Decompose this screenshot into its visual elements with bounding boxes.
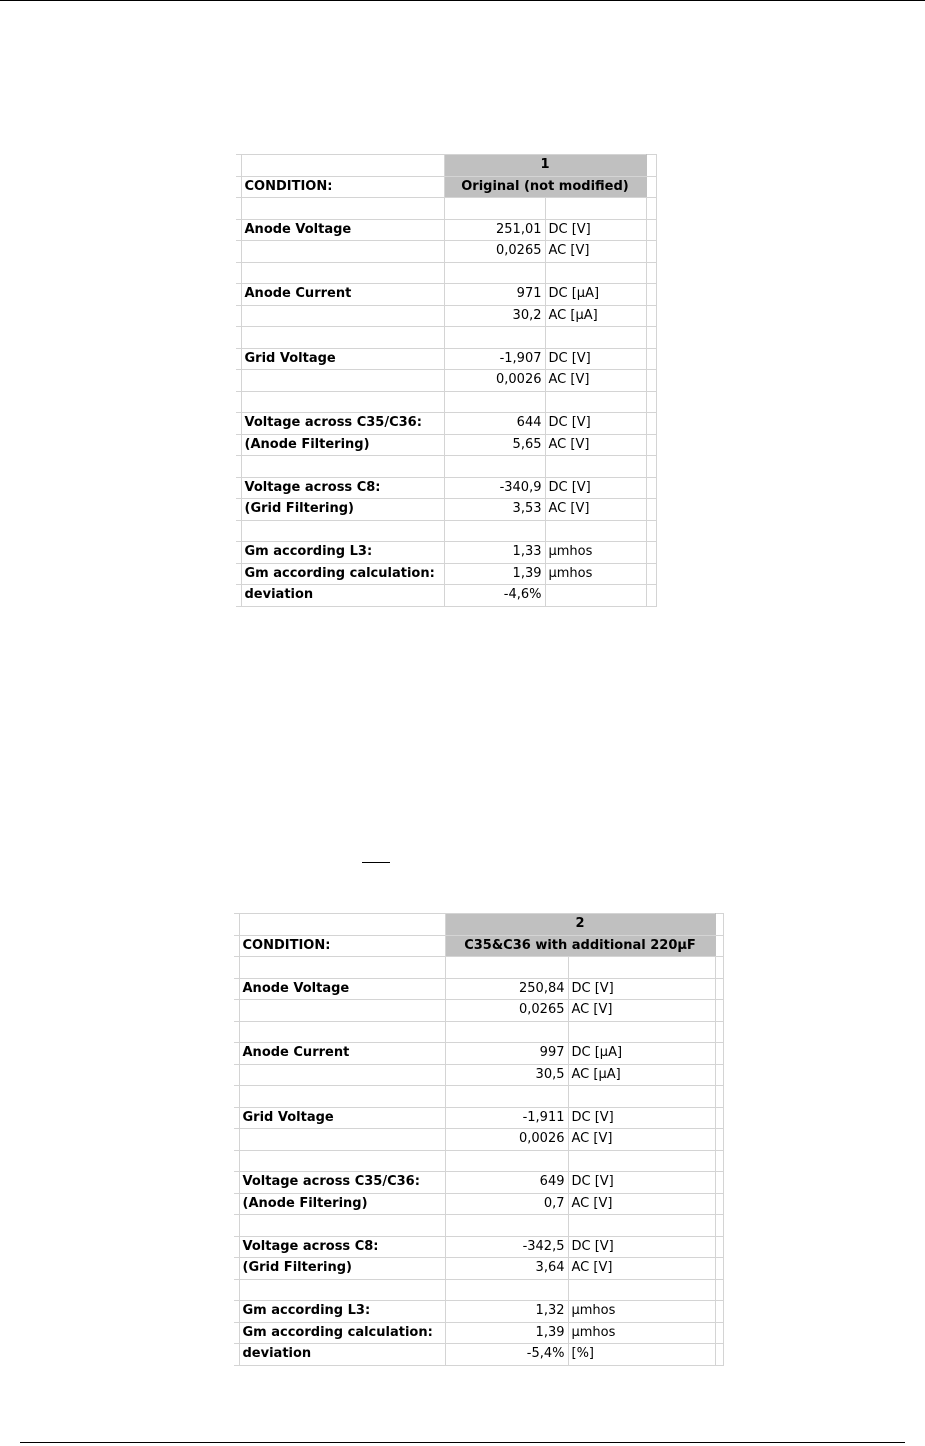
table-row bbox=[234, 935, 723, 957]
table-row bbox=[236, 370, 656, 392]
ac-value: 0,0026 bbox=[444, 370, 545, 392]
table-row bbox=[236, 327, 656, 349]
condition-label: CONDITION: bbox=[241, 176, 444, 198]
row-label: Voltage across C35/C36: bbox=[239, 1172, 445, 1194]
ac-unit: AC [µA] bbox=[568, 1064, 715, 1086]
table-row bbox=[236, 413, 656, 435]
table-row bbox=[234, 914, 723, 936]
row-sublabel: (Anode Filtering) bbox=[241, 434, 444, 456]
dc-unit: DC [V] bbox=[545, 348, 646, 370]
ac-unit: AC [V] bbox=[545, 241, 646, 263]
table-row bbox=[234, 1129, 723, 1151]
table-row bbox=[234, 1107, 723, 1129]
gm-value: 1,33 bbox=[444, 542, 545, 564]
row-label: Voltage across C8: bbox=[239, 1236, 445, 1258]
gm-unit: µmhos bbox=[545, 542, 646, 564]
gm-value: 1,39 bbox=[445, 1322, 568, 1344]
dc-unit: DC [V] bbox=[568, 978, 715, 1000]
table-row bbox=[234, 1086, 723, 1108]
table-row bbox=[236, 542, 656, 564]
ac-value: 3,64 bbox=[445, 1258, 568, 1280]
ac-unit: AC [V] bbox=[545, 499, 646, 521]
dc-value: 649 bbox=[445, 1172, 568, 1194]
table-row bbox=[236, 391, 656, 413]
deviation-unit bbox=[545, 585, 646, 607]
row-label: Gm according L3: bbox=[241, 542, 444, 564]
table-row bbox=[236, 477, 656, 499]
top-rule bbox=[0, 0, 925, 1]
table-row bbox=[236, 563, 656, 585]
row-label: Grid Voltage bbox=[241, 348, 444, 370]
row-sublabel: (Grid Filtering) bbox=[241, 499, 444, 521]
row-sublabel: (Anode Filtering) bbox=[239, 1193, 445, 1215]
ac-value: 0,7 bbox=[445, 1193, 568, 1215]
gm-value: 1,39 bbox=[444, 563, 545, 585]
table-row bbox=[236, 348, 656, 370]
dc-value: -342,5 bbox=[445, 1236, 568, 1258]
row-label: Anode Voltage bbox=[241, 219, 444, 241]
dc-unit: DC [V] bbox=[568, 1107, 715, 1129]
ac-value: 0,0265 bbox=[444, 241, 545, 263]
deviation-value: -5,4% bbox=[445, 1344, 568, 1366]
dc-value: 997 bbox=[445, 1043, 568, 1065]
dc-value: -1,907 bbox=[444, 348, 545, 370]
table-row bbox=[234, 1322, 723, 1344]
table-row bbox=[234, 978, 723, 1000]
deviation-value: -4,6% bbox=[444, 585, 545, 607]
dc-value: 971 bbox=[444, 284, 545, 306]
table-row bbox=[234, 1043, 723, 1065]
measurement-table-1 bbox=[236, 154, 657, 607]
table-row bbox=[236, 241, 656, 263]
ac-value: 30,2 bbox=[444, 305, 545, 327]
ac-value: 0,0265 bbox=[445, 1000, 568, 1022]
table-row bbox=[234, 1021, 723, 1043]
table-row bbox=[234, 1279, 723, 1301]
row-label: Voltage across C35/C36: bbox=[241, 413, 444, 435]
row-label: Voltage across C8: bbox=[241, 477, 444, 499]
dc-value: 644 bbox=[444, 413, 545, 435]
table-row bbox=[234, 1064, 723, 1086]
table-row bbox=[236, 585, 656, 607]
dc-unit: DC [V] bbox=[568, 1236, 715, 1258]
table-row bbox=[236, 499, 656, 521]
table-row bbox=[234, 1301, 723, 1323]
dc-value: 250,84 bbox=[445, 978, 568, 1000]
gm-unit: µmhos bbox=[545, 563, 646, 585]
row-label: deviation bbox=[239, 1344, 445, 1366]
table-row bbox=[234, 1344, 723, 1366]
underline-mark bbox=[362, 862, 390, 863]
table-row bbox=[236, 219, 656, 241]
table-row bbox=[236, 520, 656, 542]
table-row bbox=[234, 1172, 723, 1194]
row-label: Anode Current bbox=[239, 1043, 445, 1065]
table-row bbox=[234, 1150, 723, 1172]
row-label: Grid Voltage bbox=[239, 1107, 445, 1129]
row-label: Gm according L3: bbox=[239, 1301, 445, 1323]
measurement-table-2 bbox=[234, 913, 724, 1366]
dc-value: 251,01 bbox=[444, 219, 545, 241]
dc-unit: DC [µA] bbox=[545, 284, 646, 306]
condition-number: 1 bbox=[444, 155, 646, 177]
ac-unit: AC [µA] bbox=[545, 305, 646, 327]
dc-value: -1,911 bbox=[445, 1107, 568, 1129]
dc-unit: DC [V] bbox=[545, 477, 646, 499]
table-row bbox=[236, 262, 656, 284]
ac-unit: AC [V] bbox=[568, 1193, 715, 1215]
table-row bbox=[236, 155, 656, 177]
table-row bbox=[236, 434, 656, 456]
gm-unit: µmhos bbox=[568, 1301, 715, 1323]
row-label: Anode Current bbox=[241, 284, 444, 306]
dc-unit: DC [V] bbox=[545, 219, 646, 241]
dc-value: -340,9 bbox=[444, 477, 545, 499]
row-label: Gm according calculation: bbox=[239, 1322, 445, 1344]
row-label: Gm according calculation: bbox=[241, 563, 444, 585]
ac-unit: AC [V] bbox=[545, 370, 646, 392]
table-row bbox=[234, 1258, 723, 1280]
ac-unit: AC [V] bbox=[568, 1000, 715, 1022]
dc-unit: DC [µA] bbox=[568, 1043, 715, 1065]
row-label: Anode Voltage bbox=[239, 978, 445, 1000]
table-row bbox=[236, 284, 656, 306]
ac-unit: AC [V] bbox=[568, 1129, 715, 1151]
table-row bbox=[234, 957, 723, 979]
ac-value: 5,65 bbox=[444, 434, 545, 456]
condition-number: 2 bbox=[445, 914, 715, 936]
ac-unit: AC [V] bbox=[545, 434, 646, 456]
gm-unit: µmhos bbox=[568, 1322, 715, 1344]
bottom-rule bbox=[20, 1442, 905, 1443]
table-row bbox=[236, 456, 656, 478]
table-row bbox=[234, 1000, 723, 1022]
condition-value: C35&C36 with additional 220µF bbox=[445, 935, 715, 957]
table-row bbox=[236, 176, 656, 198]
condition-value: Original (not modified) bbox=[444, 176, 646, 198]
dc-unit: DC [V] bbox=[545, 413, 646, 435]
row-label: deviation bbox=[241, 585, 444, 607]
table-row bbox=[234, 1215, 723, 1237]
row-sublabel: (Grid Filtering) bbox=[239, 1258, 445, 1280]
table-row bbox=[236, 305, 656, 327]
ac-unit: AC [V] bbox=[568, 1258, 715, 1280]
table-row bbox=[234, 1193, 723, 1215]
ac-value: 3,53 bbox=[444, 499, 545, 521]
condition-label: CONDITION: bbox=[239, 935, 445, 957]
ac-value: 30,5 bbox=[445, 1064, 568, 1086]
dc-unit: DC [V] bbox=[568, 1172, 715, 1194]
table-row bbox=[234, 1236, 723, 1258]
table-row bbox=[236, 198, 656, 220]
ac-value: 0,0026 bbox=[445, 1129, 568, 1151]
gm-value: 1,32 bbox=[445, 1301, 568, 1323]
deviation-unit: [%] bbox=[568, 1344, 715, 1366]
